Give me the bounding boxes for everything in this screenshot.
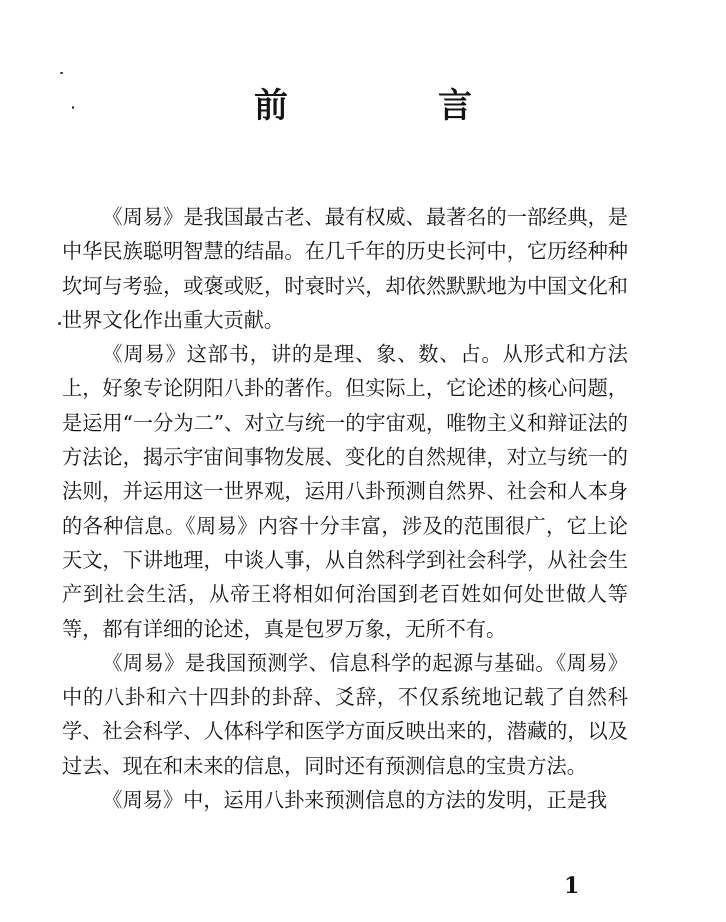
- paragraph: 《周易》中，运用八卦来预测信息的方法的发明，正是我: [102, 788, 608, 813]
- scan-speck: [60, 72, 63, 74]
- paragraph: 《周易》这部书，讲的是理、象、数、占。从形式和方法上，好象专论阴阳八卦的著作。但实际上，它论述的核心问题，是运用“一分为二”、对立与统一的宇宙观，唯物主义和辩证法的方法论，揭示宇宙间事物发展、变化的自然规律，对立与统一的法则，并运用这一世界观，运用八卦预测自然界、社会和人本身的各种信息。《周易》内容十分丰富，涉及的范围很广，它上论天文，下讲地理，中谈人事，从自然科学到社会科学，从社会生产到社会生活，从帝王将相如何治国到老百姓如何处世做人等等，都有详细的论述，真是包罗万象，无所不有。: [62, 342, 628, 641]
- paragraph: 《周易》是我国最古老、最有权威、最著名的一部经典，是中华民族聪明智慧的结晶。在几千年的历史长河中，它历经种种坎坷与考验，或褒或贬，时衰时兴，却依然默默地为中国文化和世界文化作出重大贡献。: [62, 205, 628, 332]
- page-number: 1: [564, 873, 580, 899]
- scan-speck: [58, 322, 61, 325]
- paragraph: 《周易》是我国预测学、信息科学的起源与基础。《周易》中的八卦和六十四卦的卦辞、爻辞，不仅系统地记载了自然科学、社会科学、人体科学和医学方面反映出来的，潜藏的，以及过去、现在和未来的信息，同时还有预测信息的宝贵方法。: [62, 650, 628, 778]
- page-title: 前 言: [254, 86, 530, 126]
- body-text: [62, 200, 628, 817]
